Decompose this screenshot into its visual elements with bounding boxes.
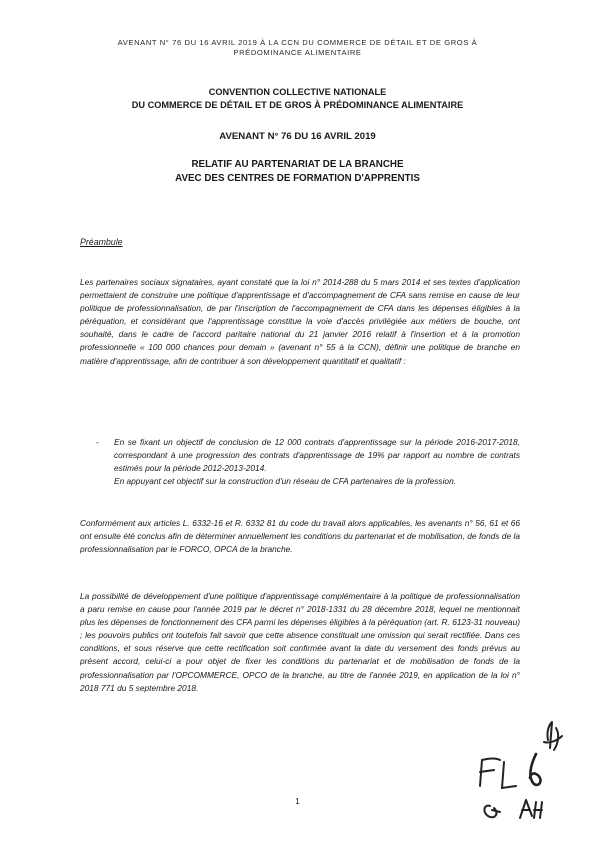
convention-title-line-2: DU COMMERCE DE DÉTAIL ET DE GROS À PRÉDOMINANCE ALIMENTAIRE [131, 100, 464, 110]
preamble-paragraph-2: Conformément aux articles L. 6332-16 et R. 6332 81 du code du travail alors applicables, les avenants n° 56, 61 et 66 ont ensuite été conclus afin de déterminer annuellement les conditions du partenariat et de mobilisation, de fonds de la professionnalisation par le FORCO, OPCA de la branche. [80, 518, 520, 555]
subject-title-line-1: RELATIF AU PARTENARIAT DE LA BRANCHE [191, 159, 404, 170]
page-number: 1 [295, 797, 300, 806]
list-item-text: En se fixant un objectif de conclusion de 12 000 contrats d'apprentissage sur la période 2016-2017-2018, correspondant à une progression des contrats d'apprentissage de 19% par rapport au nombre de contrats estimés pour la période 2012-2013-2014. [114, 437, 520, 474]
avenant-title: AVENANT N° 76 DU 16 AVRIL 2019 [219, 131, 376, 142]
subject-title [60, 158, 535, 186]
list-item [96, 436, 520, 475]
list-item-continuation: En appuyant cet objectif sur la construction d'un réseau de CFA partenaires de la profession. [114, 476, 457, 487]
running-header-line-2: PRÉDOMINANCE ALIMENTAIRE [233, 48, 362, 57]
handwritten-initials [470, 720, 580, 830]
running-header [60, 38, 535, 58]
preamble-paragraph-1: Les partenaires sociaux signataires, ayant constaté que la loi n° 2014-288 du 5 mars 2014 et ses textes d'application permettaient de construire une politique d'apprentissage et d'accompagnement de CFA sans remise en cause de leur politique de professionnalisation, de par l'inscription de l'accompagnement de CFA dans les dépenses éligibles à la péréquation, et considérant que l'apprentissage constitue la voie d'accès privilégiée aux métiers de bouche, ont souhaité, dans le cadre de l'accord paritaire national du 21 janvier 2016 relatif à l'insertion et à la promotion professionnelle « 100 000 chances pour demain » (avenant n° 55 à la CCN), définir une politique de branche en matière d'apprentissage, afin de contribuer à son développement quantitatif et qualitatif : [80, 277, 520, 366]
convention-title [60, 86, 535, 112]
preamble-paragraph-3: La possibilité de développement d'une politique d'apprentissage complémentaire à la politique de professionnalisation a paru remise en cause pour l'année 2019 par le décret n° 2018-1331 du 28 décembre 2018, lequel ne mentionnait plus les dépenses de fonctionnement des CFA parmi les dépenses éligibles à la péréquation (art. R. 6123-31 nouveau) ; les pouvoirs publics ont toutefois fait savoir que cette absence constituait une omission qui serait rectifiée. Dans ces conditions, et sous réserve que cette rectification soit confirmée avant la date du versement des fonds prévus au présent accord, celui-ci a pour objet de fixer les conditions du partenariat et de mobilisation de fonds de la professionnalisation par l'OPCOMMERCE, OPCO de la branche, au titre de l'année 2019, en application de la loi n° 2018 771 du 5 septembre 2018. [80, 591, 520, 693]
subject-title-line-2: AVEC DES CENTRES DE FORMATION D'APPRENTIS [175, 173, 420, 184]
running-header-line-1: AVENANT N° 76 DU 16 AVRIL 2019 À LA CCN DU COMMERCE DE DÉTAIL ET DE GROS À [117, 38, 478, 47]
bullet-dash: - [96, 437, 99, 447]
convention-title-line-1: CONVENTION COLLECTIVE NATIONALE [208, 87, 387, 97]
objective-list [96, 436, 520, 488]
preamble-heading: Préambule [80, 237, 123, 247]
